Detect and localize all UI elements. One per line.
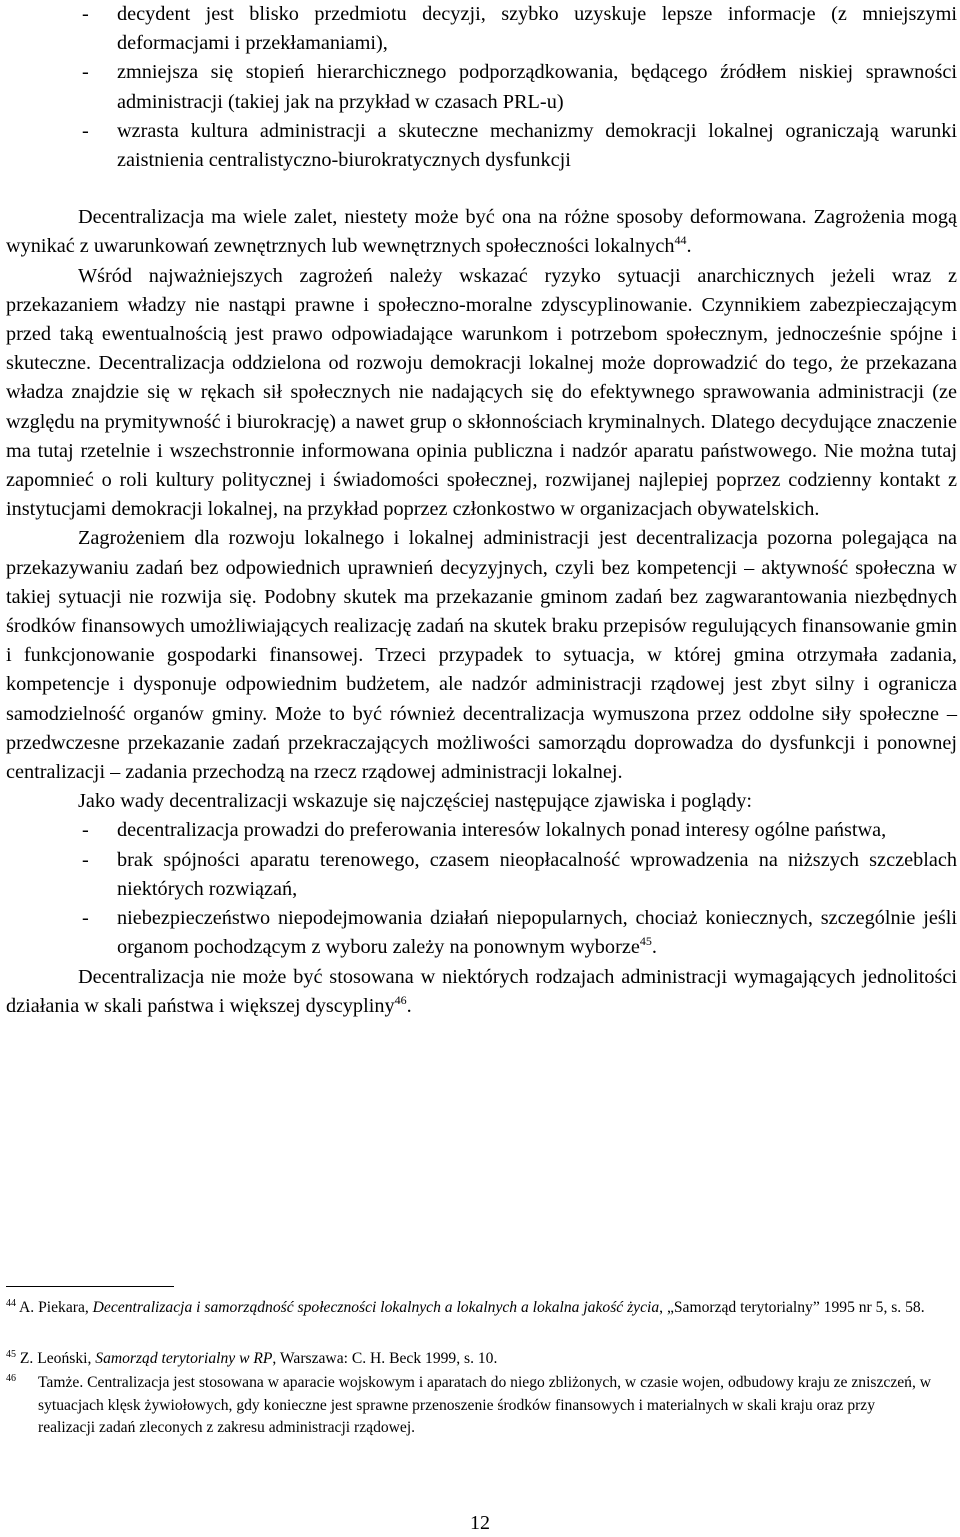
footnote-author: Z. Leoński, (19, 1350, 96, 1367)
list-item-text (117, 904, 957, 962)
paragraph: Jako wady decentralizacji wskazuje się najczęściej następujące zjawiska i poglądy: (78, 790, 753, 813)
list-item-text: zmniejsza się stopień hierarchicznego podporządkowania, będącego źródłem niskiej sprawności administracji (takiej jak na przykład w czasach PRL-u) (117, 61, 957, 113)
list-item (6, 117, 957, 175)
footnote-rest: , Warszawa: C. H. Beck 1999, s. 10. (272, 1350, 498, 1367)
footnote-number: 44 (6, 1298, 16, 1309)
list-item-text: decydent jest blisko przedmiotu decyzji, szybko uzyskuje lepsze informacje (z mniejszymi deformacjami i przekłamaniami), (117, 3, 957, 55)
list-item (6, 58, 957, 116)
main-text (6, 0, 957, 1021)
footnote-separator (6, 1286, 174, 1287)
footnote (6, 1348, 936, 1371)
page-number: 12 (470, 1512, 490, 1534)
list-item (6, 0, 957, 58)
paragraph-text: Decentralizacja nie może być stosowana w niektórych rodzajach administracji wymagających jednolitości działania w skali państwa i większej dyscypliny (6, 965, 957, 1017)
list-marker: - (82, 907, 89, 930)
footnote-title: Decentralizacja i samorządność społeczności lokalnych a lokalnych a lokalna jakość życia (92, 1299, 660, 1316)
footnote-text: Tamże. Centralizacja jest stosowana w aparacie wojskowym i aparatach do niego zbliżonych, w czasie wojen, odbudowy kraju ze zniszczeń, w sytuacjach klęsk żywiołowych, gdy konieczne jest sprawne przenoszenie środków finansowych i materialnych w skali kraju oraz przy realizacji zadań zleconych z zakresu administracji rządowej. (38, 1374, 932, 1437)
list-item-body: niebezpieczeństwo niepodejmowania działań niepopularnych, chociaż koniecznych, szczególnie jeśli organom pochodzącym z wyboru zależy na ponownym wyborze (117, 907, 957, 959)
list-item-text: decentralizacja prowadzi do preferowania interesów lokalnych ponad interesy ogólne państwa, (117, 819, 887, 842)
footnote-number: 46 (6, 1373, 16, 1384)
list-marker: - (82, 3, 89, 25)
list-item-text: wzrasta kultura administracji a skuteczne mechanizmy demokracji lokalnej ograniczają warunki zaistnienia centralistyczno-biurokratycznych dysfunkcji (117, 119, 957, 172)
footnote-number: 45 (6, 1349, 16, 1360)
paragraph: Zagrożeniem dla rozwoju lokalnego i lokalnej administracji jest decentralizacja pozorna polegająca na przekazywaniu zadań bez odpowiednich uprawnień decyzyjnych, czyli bez kompetencji – aktywność społeczna w takiej sytuacji nie rozwija się. Podobny skutek ma przekazanie gminom zadań bez zagwarantowania niezbędnych środków finansowych umożliwiających realizację zadań na skutek braku przepisów regulujących finansowanie gmin i funkcjonowanie gospodarki finansowej. Trzeci przypadek to sytuacja, w której gmina otrzymała zadania, kompetencje i dysponuje odpowiednim budżetem, ale nadzór administracji rządowej jest zbyt silny i ogranicza samodzielność organów gminy. Może to być również decentralizacja wymuszona przez oddolne siły społeczne – przedwczesne przekazanie zadań przekraczających możliwości samorządu doprowadza do dysfunkcji i ponownej centralizacji – zadania przechodzą na rzecz rządowej administracji lokalnej. (6, 527, 957, 784)
list-item-end: . (651, 936, 657, 959)
list-item-text: brak spójności aparatu terenowego, czasem nieopłacalność wprowadzenia na niższych szczeblach niektórych rozwiązań, (117, 848, 957, 900)
footnote (6, 1297, 936, 1320)
footnote-ref[interactable]: 44 (674, 233, 687, 248)
footnote-title: Samorząd terytorialny w RP (95, 1350, 273, 1367)
list-item (6, 904, 957, 962)
list-marker: - (82, 819, 89, 842)
paragraph-text: Decentralizacja ma wiele zalet, niestety może być ona na różne sposoby deformowana. Zagrożenia mogą wynikać z uwarunkowań zewnętrznych lub wewnętrznych społeczności lokalnych (6, 206, 957, 258)
footnote-author: A. Piekara, (19, 1299, 93, 1316)
paragraph (6, 203, 957, 261)
footnote-ref[interactable]: 45 (639, 934, 652, 949)
footnote (6, 1372, 936, 1440)
footnote-rest: , „Samorząd terytorialny” 1995 nr 5, s. 58. (659, 1299, 925, 1316)
paragraph-end: . (406, 994, 412, 1017)
list-marker: - (82, 61, 89, 84)
paragraph-end: . (686, 235, 692, 258)
paragraph (6, 963, 957, 1021)
list-item (6, 816, 957, 845)
list-marker: - (82, 848, 89, 871)
footnote-ref[interactable]: 46 (394, 992, 407, 1007)
paragraph: Wśród najważniejszych zagrożeń należy wskazać ryzyko sytuacji anarchicznych jeżeli wraz z przekazaniem władzy nie nastąpi prawne i społeczno-moralne zdyscyplinowanie. Czynnikiem zabezpieczającym przed taką ewentualnością jest prawo odpowiadające warunkom i potrzebom społecznym, jednocześnie spójne i skuteczne. Decentralizacja oddzielona od rozwoju demokracji lokalnej może doprowadzić do tego, że przekazana władza znajdzie się w rękach sił społecznych nie nadających się do efektywnego sprawowania administracji (ze względu na prymitywność i biurokrację) a nawet grup o skłonnościach kryminalnych. Dlatego decydujące znaczenie ma tutaj rzetelnie i wszechstronnie informowana opinia publiczna i nadzór aparatu państwowego. Nie można tutaj zapomnieć o roli kultury politycznej i świadomości społecznej, rozwijanej najlepiej poprzez codzienny kontakt z instytucjami demokracji lokalnej, na przykład poprzez członkostwo w organizacjach obywatelskich. (6, 264, 957, 521)
list-item (6, 846, 957, 904)
list-marker: - (82, 119, 89, 142)
